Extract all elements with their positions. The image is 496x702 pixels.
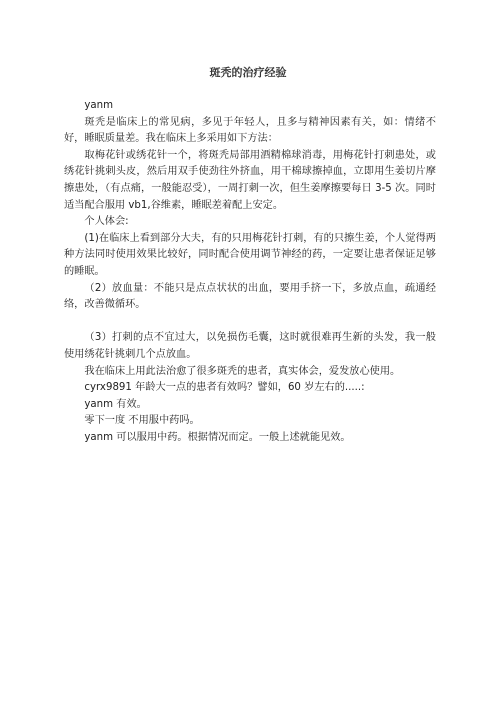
experience-point-3: （3）打刺的点不宜过大，以免损伤毛囊，这时就很难再生新的头发，我一般使用绣花针挑刺几个点放血。 — [64, 332, 436, 360]
document-body — [64, 98, 436, 446]
comment-question-2: 零下一度 不用服中药吗。 — [84, 415, 200, 427]
author-line: yanm — [84, 100, 114, 111]
comment-reply-2: yanm 可以服用中药。根据情况而定。一般上述就能见效。 — [84, 431, 351, 443]
method-paragraph: 取梅花针或绣花针一个，将斑秃局部用酒精棉球消毒，用梅花针打刺患处，或绣花针挑刺头皮，然后用双手使劲往外挤血，用干棉球擦掉血，立即用生姜切片摩擦患处，（有点痛，一般能忍受），一周打刺一次，但生姜摩擦要每日 3-5 次。同时适当配合服用 vb1,谷维素，睡眠差着配上安定。 — [64, 149, 436, 211]
document-title: 斑秃的治疗经验 — [209, 66, 287, 79]
blank-line — [64, 314, 436, 331]
experience-point-1: (1)在临床上看到部分大夫，有的只用梅花针打刺，有的只擦生姜，个人觉得两种方法同时使用效果比较好，同时配合使用调节神经的药，一定要让患者保证足够的睡眠。 — [64, 232, 436, 277]
comment-question: cyrx9891 年龄大一点的患者有效吗？譬如，60 岁左右的.....: — [84, 382, 365, 394]
experience-point-2: （2）放血量：不能只是点点状状的出血，要用手挤一下，多放点血，疏通经络，改善微循环。 — [64, 282, 436, 311]
comment-reply-1: yanm 有效。 — [84, 398, 147, 410]
conclusion-paragraph: 我在临床上用此法治愈了很多斑秃的患者，真实体会，爱发放心使用。 — [84, 365, 401, 377]
experience-heading: 个人体会: — [84, 216, 129, 228]
intro-paragraph: 斑秃是临床上的常见病，多见于年轻人，且多与精神因素有关，如：情绪不好，睡眠质量差。我在临床上多采用如下方法： — [64, 116, 436, 145]
